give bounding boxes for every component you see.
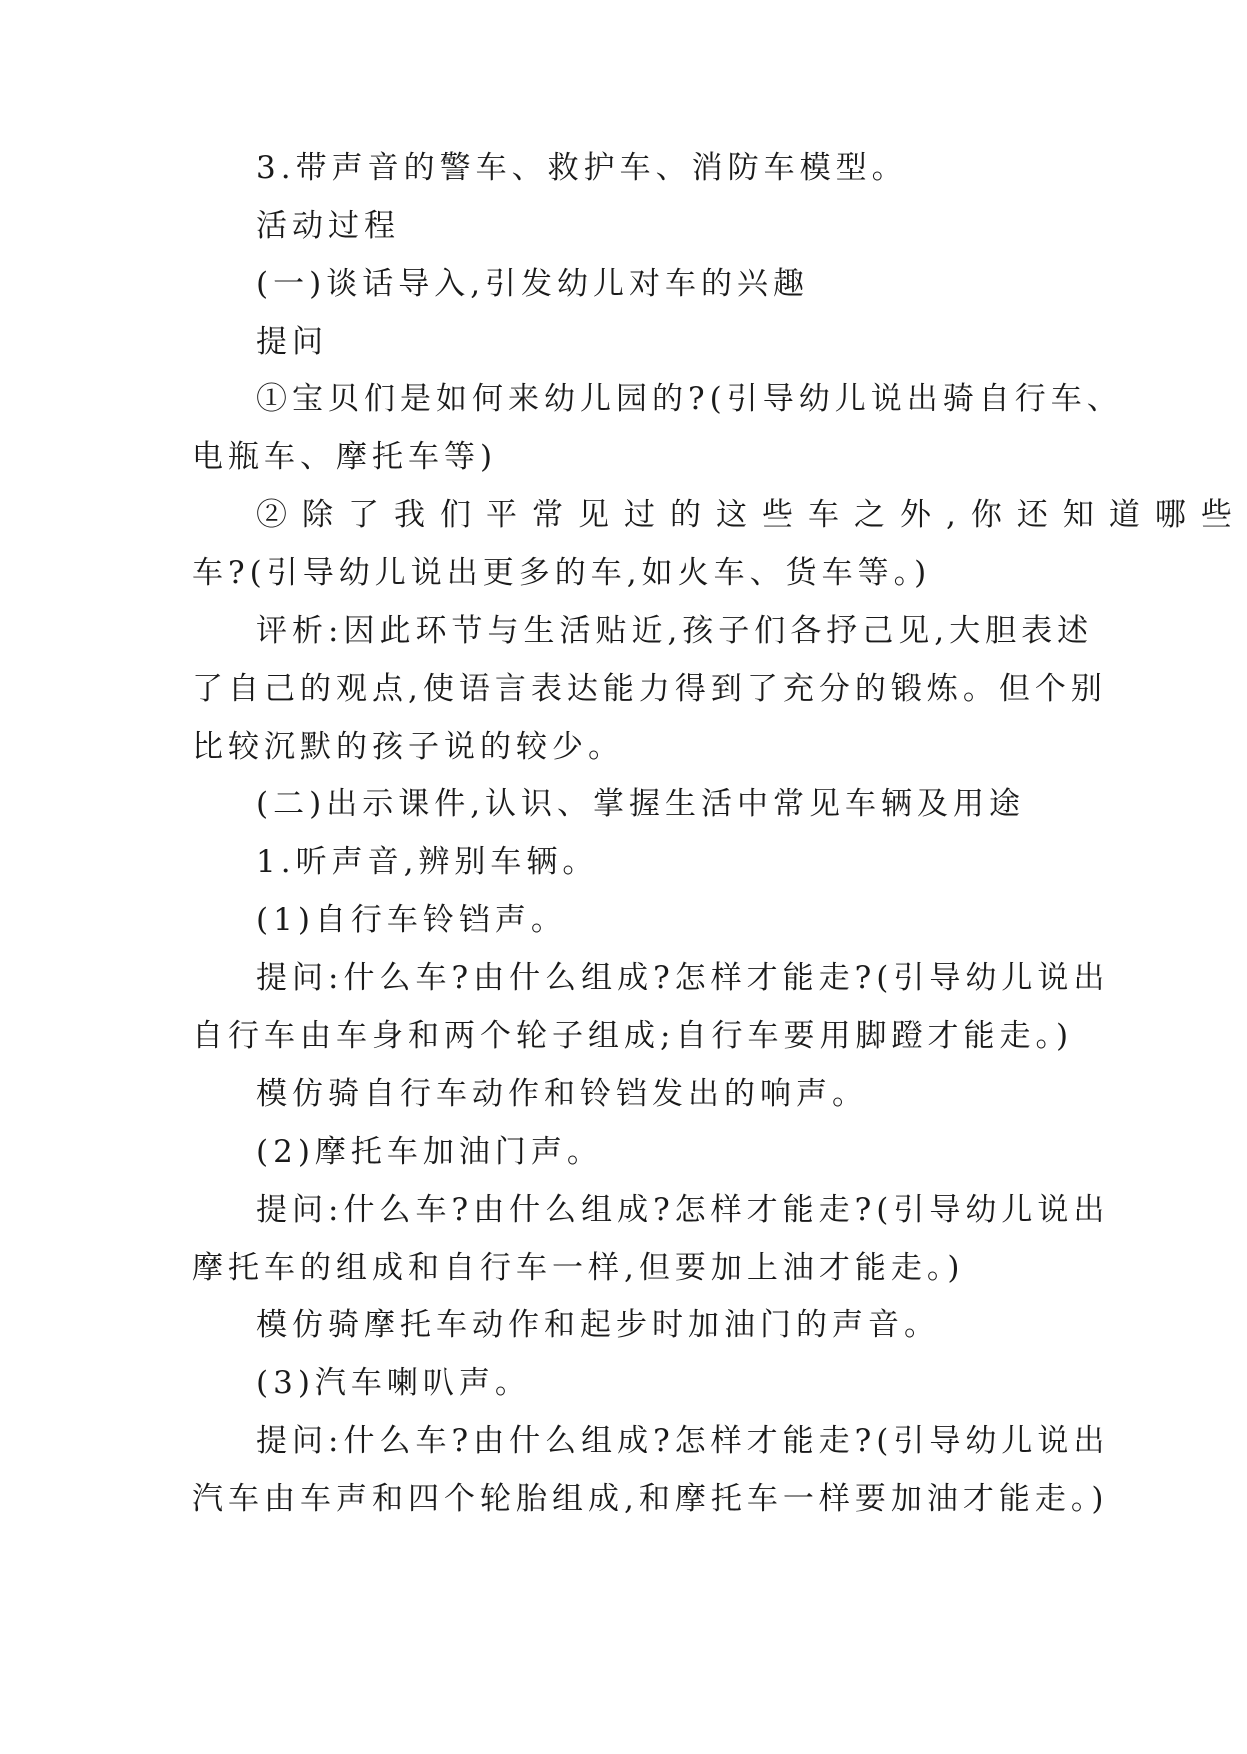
question-2-line-2: 车?(引导幼儿说出更多的车,如火车、货车等。) <box>192 555 932 591</box>
comment-line-2: 了自己的观点,使语言表达能力得到了充分的锻炼。但个别 <box>192 671 1107 707</box>
step-heading-1: (一)谈话导入,引发幼儿对车的兴趣 <box>256 266 810 302</box>
bicycle-imitation: 模仿骑自行车动作和铃铛发出的响声。 <box>256 1076 868 1112</box>
question-label: 提问 <box>256 324 328 360</box>
section-heading-activity-process: 活动过程 <box>256 208 400 244</box>
question-1-line-1: ①宝贝们是如何来幼儿园的?(引导幼儿说出骑自行车、 <box>256 381 1123 417</box>
sub-step-1: 1.听声音,辨别车辆。 <box>256 844 599 880</box>
question-2-line-1: ②除了我们平常见过的这些车之外,你还知道哪些 <box>256 497 1247 533</box>
motorcycle-question-line-2: 摩托车的组成和自行车一样,但要加上油才能走。) <box>192 1250 965 1286</box>
step-heading-2: (二)出示课件,认识、掌握生活中常见车辆及用途 <box>256 786 1026 822</box>
comment-line-1: 评析:因此环节与生活贴近,孩子们各抒己见,大胆表述 <box>256 613 1094 649</box>
sound-item-bicycle: (1)自行车铃铛声。 <box>256 902 567 938</box>
car-question-line-2: 汽车由车声和四个轮胎组成,和摩托车一样要加油才能走。) <box>192 1481 1109 1517</box>
bicycle-question-line-1: 提问:什么车?由什么组成?怎样才能走?(引导幼儿说出 <box>256 960 1110 996</box>
bicycle-question-line-2: 自行车由车身和两个轮子组成;自行车要用脚蹬才能走。) <box>192 1018 1074 1054</box>
sound-item-car: (3)汽车喇叭声。 <box>256 1365 531 1401</box>
car-question-line-1: 提问:什么车?由什么组成?怎样才能走?(引导幼儿说出 <box>256 1423 1110 1459</box>
motorcycle-question-line-1: 提问:什么车?由什么组成?怎样才能走?(引导幼儿说出 <box>256 1192 1110 1228</box>
sound-item-motorcycle: (2)摩托车加油门声。 <box>256 1134 603 1170</box>
motorcycle-imitation: 模仿骑摩托车动作和起步时加油门的声音。 <box>256 1307 940 1343</box>
materials-item-3: 3.带声音的警车、救护车、消防车模型。 <box>256 150 908 186</box>
comment-line-3: 比较沉默的孩子说的较少。 <box>192 729 624 765</box>
question-1-line-2: 电瓶车、摩托车等) <box>192 439 498 475</box>
